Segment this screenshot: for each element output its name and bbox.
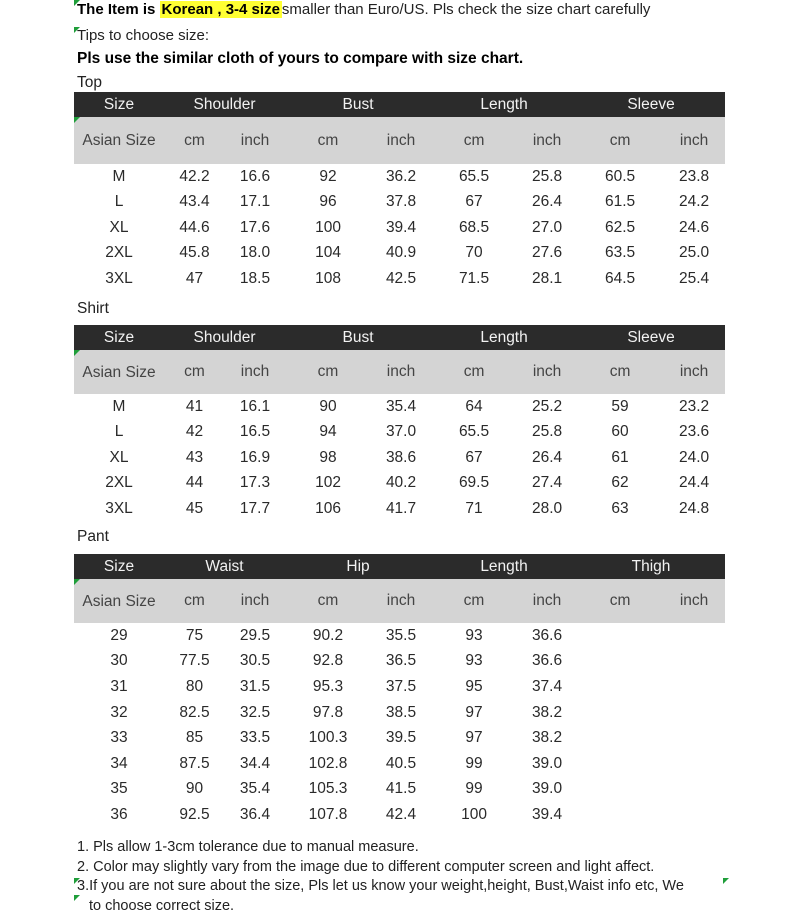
value-cell: 102.8	[308, 754, 348, 772]
value-cell: 39.4	[385, 218, 417, 236]
value-cell: 37.4	[531, 677, 563, 695]
note-2: 2. Color may slightly vary from the image due to different computer screen and light affect.	[77, 858, 655, 875]
unit-label: cm	[431, 117, 517, 164]
size-cell: 35	[110, 780, 128, 798]
value-cell: 100	[461, 805, 487, 823]
value-cell	[663, 777, 725, 803]
value-cell: 33.5	[239, 729, 271, 747]
size-cell: L	[114, 193, 124, 211]
value-cell: 17.3	[239, 474, 271, 492]
cell-marker-icon	[74, 878, 80, 884]
header-group: Bust	[285, 92, 431, 117]
size-cell: L	[114, 423, 124, 441]
tips-line: Tips to choose size:	[77, 27, 210, 44]
value-cell: 26.4	[531, 193, 563, 211]
size-cell: 36	[110, 805, 128, 823]
value-cell: 28.0	[531, 499, 563, 517]
table-row	[74, 266, 725, 292]
size-cell: 29	[110, 626, 128, 644]
value-cell: 36.6	[531, 652, 563, 670]
unit-label: inch	[663, 350, 725, 394]
value-cell: 38.6	[385, 448, 417, 466]
value-cell: 105.3	[308, 780, 348, 798]
value-cell: 62.5	[604, 218, 636, 236]
header-group: Length	[431, 554, 577, 579]
value-cell: 16.6	[239, 167, 271, 185]
unit-label: inch	[371, 579, 431, 623]
value-cell: 85	[185, 729, 204, 747]
value-cell	[577, 777, 663, 803]
unit-label: inch	[517, 117, 577, 164]
value-cell: 100.3	[308, 729, 348, 747]
header-group: Length	[431, 92, 577, 117]
size-cell: 2XL	[105, 244, 133, 262]
size-cell: 30	[110, 652, 128, 670]
value-cell: 93	[465, 652, 483, 670]
value-cell: 24.8	[678, 499, 710, 517]
value-cell: 36.5	[385, 652, 417, 670]
header-group: Shoulder	[164, 92, 285, 117]
value-cell: 90	[185, 780, 204, 798]
notes	[77, 838, 684, 916]
top-label: Top	[77, 74, 102, 91]
value-cell: 41	[185, 397, 204, 415]
value-cell: 96	[319, 193, 337, 211]
value-cell: 38.2	[531, 729, 563, 747]
note-3: 3.If you are not sure about the size, Pls let us know your weight,height, Bust,Waist info etc, We	[77, 878, 684, 894]
value-cell: 70	[465, 244, 483, 262]
size-cell: XL	[109, 218, 129, 236]
unit-label: inch	[371, 350, 431, 394]
unit-label: cm	[431, 579, 517, 623]
shirt-size-table	[74, 325, 725, 522]
value-cell: 16.1	[239, 397, 271, 415]
value-cell	[663, 623, 725, 649]
header-line	[77, 1, 650, 18]
value-cell	[577, 751, 663, 777]
header-group: Sleeve	[577, 92, 725, 117]
value-cell	[663, 674, 725, 700]
header-size: Size	[74, 554, 164, 579]
value-cell: 35.4	[239, 780, 271, 798]
value-cell: 92.8	[312, 652, 344, 670]
value-cell: 64	[465, 397, 483, 415]
size-cell: 31	[110, 677, 128, 695]
value-cell	[663, 700, 725, 726]
unit-label: cm	[577, 579, 663, 623]
value-cell: 25.0	[678, 244, 710, 262]
value-cell: 92	[319, 167, 337, 185]
units-row	[74, 117, 725, 164]
value-cell: 104	[315, 244, 341, 262]
table-row	[74, 649, 725, 675]
value-cell: 40.9	[385, 244, 417, 262]
value-cell: 24.2	[678, 193, 710, 211]
value-cell	[577, 649, 663, 675]
value-cell	[577, 725, 663, 751]
units-row	[74, 579, 725, 623]
table-row	[74, 674, 725, 700]
value-cell: 18.5	[239, 269, 271, 287]
value-cell: 17.6	[239, 218, 271, 236]
value-cell: 37.5	[385, 677, 417, 695]
header-size: Size	[74, 325, 164, 350]
unit-label: inch	[225, 117, 285, 164]
unit-label: cm	[577, 117, 663, 164]
value-cell: 45.8	[179, 244, 210, 262]
size-cell: 2XL	[105, 474, 133, 492]
value-cell: 17.1	[239, 193, 271, 211]
value-cell	[577, 802, 663, 828]
value-cell: 16.9	[239, 448, 271, 466]
table-row	[74, 215, 725, 241]
unit-label: cm	[164, 117, 225, 164]
value-cell: 18.0	[239, 244, 271, 262]
table-row	[74, 241, 725, 267]
value-cell: 29.5	[239, 626, 271, 644]
cell-marker-icon	[74, 0, 80, 6]
header-group: Sleeve	[577, 325, 725, 350]
value-cell: 40.2	[385, 474, 417, 492]
cell-marker-icon	[74, 350, 80, 356]
value-cell	[663, 649, 725, 675]
value-cell	[663, 751, 725, 777]
unit-label: inch	[225, 350, 285, 394]
value-cell: 87.5	[179, 754, 210, 772]
value-cell: 38.2	[531, 703, 563, 721]
header-group: Bust	[285, 325, 431, 350]
value-cell: 60	[611, 423, 629, 441]
cell-marker-icon	[74, 117, 80, 123]
value-cell: 35.4	[385, 397, 417, 415]
value-cell: 60.5	[604, 167, 636, 185]
size-cell: 3XL	[105, 499, 133, 517]
value-cell: 41.7	[385, 499, 417, 517]
header-prefix: The Item is	[77, 1, 156, 18]
value-cell: 42.5	[385, 269, 417, 287]
value-cell: 44.6	[179, 218, 210, 236]
unit-label: inch	[663, 117, 725, 164]
value-cell: 59	[611, 397, 629, 415]
value-cell: 107.8	[308, 805, 348, 823]
value-cell: 27.6	[531, 244, 563, 262]
unit-label: inch	[663, 579, 725, 623]
value-cell: 95.3	[312, 677, 344, 695]
unit-label: cm	[577, 350, 663, 394]
value-cell: 64.5	[604, 269, 636, 287]
unit-label: cm	[164, 350, 225, 394]
cell-marker-icon	[74, 27, 80, 33]
value-cell: 82.5	[179, 703, 210, 721]
unit-label: cm	[164, 579, 225, 623]
value-cell: 90	[319, 397, 337, 415]
value-cell: 39.0	[531, 754, 563, 772]
value-cell: 28.1	[531, 269, 563, 287]
table-row	[74, 623, 725, 649]
value-cell: 25.8	[531, 423, 563, 441]
value-cell: 80	[185, 677, 204, 695]
value-cell: 37.0	[385, 423, 417, 441]
value-cell: 42	[185, 423, 204, 441]
table-row	[74, 777, 725, 803]
value-cell	[577, 700, 663, 726]
unit-label: cm	[285, 579, 371, 623]
value-cell: 63	[611, 499, 629, 517]
shirt-label: Shirt	[77, 300, 109, 317]
table-row	[74, 471, 725, 497]
note-3-cont: to choose correct size.	[89, 897, 235, 914]
table-row	[74, 496, 725, 522]
cell-marker-icon	[74, 895, 80, 901]
value-cell: 97	[465, 729, 483, 747]
value-cell: 39.0	[531, 780, 563, 798]
value-cell: 71.5	[458, 269, 490, 287]
value-cell: 71	[465, 499, 483, 517]
value-cell: 24.0	[678, 448, 710, 466]
table-row	[74, 164, 725, 190]
value-cell: 36.4	[239, 805, 271, 823]
value-cell: 42.4	[385, 805, 417, 823]
value-cell: 97.8	[312, 703, 344, 721]
value-cell: 25.8	[531, 167, 563, 185]
value-cell: 43.4	[179, 193, 210, 211]
pant-size-table	[74, 554, 725, 828]
pant-label: Pant	[77, 528, 109, 545]
value-cell: 36.6	[531, 626, 563, 644]
value-cell: 25.4	[678, 269, 710, 287]
value-cell: 36.2	[385, 167, 417, 185]
header-row	[74, 325, 725, 350]
value-cell: 45	[185, 499, 204, 517]
note-1: 1. Pls allow 1-3cm tolerance due to manual measure.	[77, 839, 419, 855]
header-size: Size	[74, 92, 164, 117]
value-cell: 24.6	[678, 218, 710, 236]
value-cell: 24.4	[678, 474, 710, 492]
value-cell: 23.2	[678, 397, 710, 415]
value-cell: 98	[319, 448, 337, 466]
top-size-table	[74, 92, 725, 292]
value-cell: 106	[315, 499, 341, 517]
value-cell: 102	[315, 474, 341, 492]
value-cell: 65.5	[458, 167, 490, 185]
header-suffix: smaller than Euro/US. Pls check the size chart carefully	[281, 1, 651, 18]
asian-size-label: Asian Size	[74, 579, 164, 623]
value-cell: 44	[185, 474, 204, 492]
asian-size-label: Asian Size	[74, 117, 164, 164]
value-cell: 38.5	[385, 703, 417, 721]
value-cell: 23.6	[678, 423, 710, 441]
table-row	[74, 190, 725, 216]
table-row	[74, 725, 725, 751]
value-cell: 61.5	[604, 193, 636, 211]
value-cell: 65.5	[458, 423, 490, 441]
value-cell: 42.2	[179, 167, 210, 185]
header-group: Shoulder	[164, 325, 285, 350]
unit-label: cm	[285, 117, 371, 164]
table-row	[74, 394, 725, 420]
value-cell: 35.5	[385, 626, 417, 644]
value-cell: 93	[465, 626, 483, 644]
size-cell: 3XL	[105, 269, 133, 287]
table-row	[74, 445, 725, 471]
value-cell: 27.4	[531, 474, 563, 492]
value-cell: 16.5	[239, 423, 271, 441]
value-cell	[577, 674, 663, 700]
value-cell: 90.2	[312, 626, 344, 644]
value-cell: 77.5	[179, 652, 210, 670]
size-cell: M	[112, 397, 126, 415]
unit-label: inch	[225, 579, 285, 623]
unit-label: cm	[431, 350, 517, 394]
value-cell: 108	[315, 269, 341, 287]
table-row	[74, 802, 725, 828]
value-cell	[663, 802, 725, 828]
value-cell	[663, 725, 725, 751]
value-cell: 34.4	[239, 754, 271, 772]
value-cell: 75	[185, 626, 204, 644]
value-cell: 97	[465, 703, 483, 721]
value-cell: 23.8	[678, 167, 710, 185]
value-cell: 17.7	[239, 499, 271, 517]
unit-label: cm	[285, 350, 371, 394]
value-cell: 26.4	[531, 448, 563, 466]
unit-label: inch	[517, 579, 577, 623]
value-cell: 100	[315, 218, 341, 236]
unit-label: inch	[517, 350, 577, 394]
asian-size-label: Asian Size	[74, 350, 164, 394]
size-cell: 34	[110, 754, 128, 772]
value-cell: 40.5	[385, 754, 417, 772]
value-cell: 95	[465, 677, 483, 695]
header-row	[74, 554, 725, 579]
value-cell: 63.5	[604, 244, 636, 262]
value-cell: 27.0	[531, 218, 563, 236]
value-cell: 41.5	[385, 780, 417, 798]
unit-label: inch	[371, 117, 431, 164]
header-group: Waist	[164, 554, 285, 579]
units-row	[74, 350, 725, 394]
value-cell: 32.5	[239, 703, 271, 721]
value-cell	[577, 623, 663, 649]
cell-marker-icon	[74, 579, 80, 585]
value-cell: 62	[611, 474, 629, 492]
table-row	[74, 751, 725, 777]
header-row	[74, 92, 725, 117]
value-cell: 43	[185, 448, 204, 466]
header-group: Hip	[285, 554, 431, 579]
value-cell: 94	[319, 423, 337, 441]
value-cell: 99	[465, 754, 483, 772]
value-cell: 68.5	[458, 218, 490, 236]
value-cell: 31.5	[239, 677, 271, 695]
value-cell: 39.4	[531, 805, 563, 823]
value-cell: 99	[465, 780, 483, 798]
table-row	[74, 420, 725, 446]
size-cell: XL	[109, 448, 129, 466]
size-cell: 33	[110, 729, 128, 747]
value-cell: 47	[185, 269, 204, 287]
tips-bold-line: Pls use the similar cloth of yours to compare with size chart.	[77, 50, 524, 67]
value-cell: 69.5	[458, 474, 490, 492]
value-cell: 30.5	[239, 652, 271, 670]
value-cell: 67	[465, 448, 483, 466]
cell-marker-icon	[723, 878, 729, 884]
header-highlight: Korean , 3-4 size	[161, 1, 280, 18]
table-row	[74, 700, 725, 726]
size-cell: 32	[110, 703, 128, 721]
value-cell: 92.5	[179, 805, 210, 823]
size-cell: M	[112, 167, 126, 185]
header-group: Length	[431, 325, 577, 350]
value-cell: 39.5	[385, 729, 417, 747]
value-cell: 25.2	[531, 397, 563, 415]
value-cell: 67	[465, 193, 483, 211]
header-group: Thigh	[577, 554, 725, 579]
value-cell: 61	[611, 448, 629, 466]
value-cell: 37.8	[385, 193, 417, 211]
